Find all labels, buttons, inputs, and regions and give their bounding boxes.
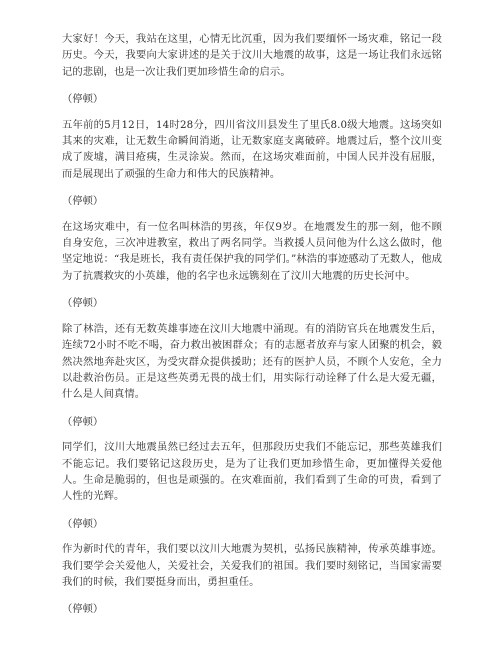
pause-marker-3: （停顿） xyxy=(62,297,104,310)
pause-marker-5: （停顿） xyxy=(62,517,104,530)
pause-marker-6: （停顿） xyxy=(62,603,104,616)
pause-marker-4: （停顿） xyxy=(62,415,104,428)
paragraph-2: 五年前的5月12日，14时28分，四川省汶川县发生了里氏8.0级大地震。这场突如其来的灾难，让无数生命瞬间消逝，让无数家庭支离破碎。地震过后，整个汶川变成了废墟，满目疮痍，生灵涂炭。然而，在这场灾难面前，中国人民并没有屈服，而是展现出了顽强的生命力和伟大的民族精神。 xyxy=(62,118,442,180)
paragraph-5: 同学们，汶川大地震虽然已经过去五年，但那段历史我们不能忘记，那些英雄我们不能忘记。我们要铭记这段历史，是为了让我们更加珍惜生命，更加懂得关爱他人。生命是脆弱的，但也是顽强的。在灾难面前，我们看到了生命的可贵，看到了人性的光辉。 xyxy=(62,441,442,503)
paragraph-1: 大家好！今天，我站在这里，心情无比沉重，因为我们要缅怀一场灾难，铭记一段历史。今天，我要向大家讲述的是关于汶川大地震的故事，这是一场让我们永远铭记的悲剧，也是一次让我们更加珍惜生命的启示。 xyxy=(62,33,442,78)
pause-marker-1: （停顿） xyxy=(62,93,104,106)
paragraph-3: 在这场灾难中，有一位名叫林浩的男孩，年仅9岁。在地震发生的那一刻，他不顾自身安危，三次冲进教室，救出了两名同学。当救援人员问他为什么这么做时，他坚定地说：“我是班长，我有责任保护我的同学们。”林浩的事迹感动了无数人，他成为了抗震救灾的小英雄，他的名字也永远镌刻在了汶川大地震的历史长河中。 xyxy=(62,220,442,282)
paragraph-6: 作为新时代的青年，我们要以汶川大地震为契机，弘扬民族精神，传承英雄事迹。我们要学会关爱他人，关爱社会，关爱我们的祖国。我们要时刻铭记，当国家需要我们的时候，我们要挺身而出，勇担重任。 xyxy=(62,543,442,588)
paragraph-4: 除了林浩，还有无数英雄事迹在汶川大地震中涌现。有的消防官兵在地震发生后，连续72小时不吃不喝，奋力救出被困群众；有的志愿者放弃与家人团聚的机会，毅然决然地奔赴灾区，为受灾群众提供援助；还有的医护人员，不顾个人安危，全力以赴救治伤员。正是这些英勇无畏的战士们，用实际行动诠释了什么是大爱无疆，什么是人间真情。 xyxy=(62,322,442,401)
pause-marker-2: （停顿） xyxy=(62,195,104,208)
